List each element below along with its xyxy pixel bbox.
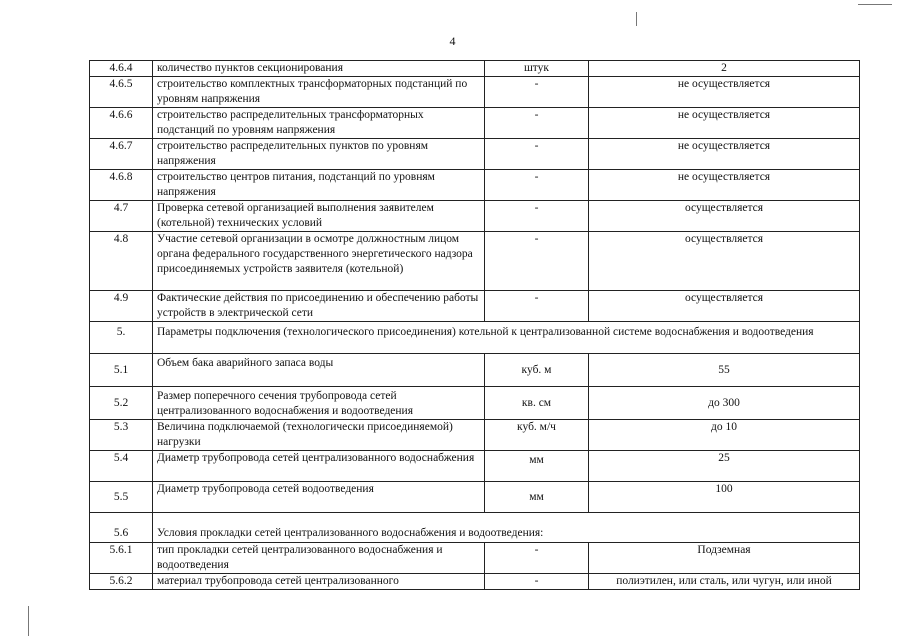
table-row — [90, 170, 860, 201]
table-row — [90, 354, 860, 387]
table-row — [90, 451, 860, 482]
row-value: до 10 — [589, 420, 860, 451]
row-description: строительство распределительных трансформаторных подстанций по уровням напряжения — [153, 108, 485, 139]
row-value: Подземная — [589, 543, 860, 574]
row-value: 2 — [589, 61, 860, 77]
row-description: материал трубопровода сетей централизованного — [153, 574, 485, 590]
row-value: не осуществляется — [589, 139, 860, 170]
row-value: не осуществляется — [589, 170, 860, 201]
scan-mark — [636, 12, 637, 26]
row-value: осуществляется — [589, 291, 860, 322]
row-description: Размер поперечного сечения трубопровода сетей централизованного водоснабжения и водоотведения — [153, 387, 485, 420]
row-value: осуществляется — [589, 232, 860, 291]
row-description: количество пунктов секционирования — [153, 61, 485, 77]
row-description: строительство комплектных трансформаторных подстанций по уровням напряжения — [153, 77, 485, 108]
table-row — [90, 61, 860, 77]
row-number: 5.1 — [90, 354, 153, 387]
table-row — [90, 387, 860, 420]
row-number: 5.5 — [90, 482, 153, 513]
row-unit: - — [485, 108, 589, 139]
row-unit: куб. м/ч — [485, 420, 589, 451]
table-row — [90, 543, 860, 574]
row-description: строительство центров питания, подстанций по уровням напряжения — [153, 170, 485, 201]
row-number: 5. — [90, 322, 153, 354]
row-unit: кв. см — [485, 387, 589, 420]
table-row — [90, 201, 860, 232]
section-title: Условия прокладки сетей централизованного водоснабжения и водоотведения: — [153, 513, 860, 543]
row-number: 4.6.7 — [90, 139, 153, 170]
row-number: 4.8 — [90, 232, 153, 291]
row-description: Величина подключаемой (технологически присоединяемой) нагрузки — [153, 420, 485, 451]
row-unit: - — [485, 291, 589, 322]
row-unit: - — [485, 77, 589, 108]
row-number: 4.6.8 — [90, 170, 153, 201]
row-number: 4.7 — [90, 201, 153, 232]
row-unit: - — [485, 232, 589, 291]
row-unit: куб. м — [485, 354, 589, 387]
row-value: 100 — [589, 482, 860, 513]
table-row — [90, 108, 860, 139]
row-value: до 300 — [589, 387, 860, 420]
row-unit: штук — [485, 61, 589, 77]
row-description: Объем бака аварийного запаса воды — [153, 354, 485, 387]
row-unit: мм — [485, 451, 589, 482]
row-value: не осуществляется — [589, 77, 860, 108]
section-row — [90, 513, 860, 543]
table-row — [90, 291, 860, 322]
table-row — [90, 77, 860, 108]
row-description: тип прокладки сетей централизованного водоснабжения и водоотведения — [153, 543, 485, 574]
row-unit: - — [485, 201, 589, 232]
row-value: осуществляется — [589, 201, 860, 232]
row-description: Фактические действия по присоединению и обеспечению работы устройств в электрической сети — [153, 291, 485, 322]
row-description: Диаметр трубопровода сетей централизованного водоснабжения — [153, 451, 485, 482]
page-number: 4 — [449, 34, 456, 48]
row-number: 4.6.5 — [90, 77, 153, 108]
row-number: 5.6.2 — [90, 574, 153, 590]
row-number: 5.6.1 — [90, 543, 153, 574]
table-row — [90, 139, 860, 170]
row-value: не осуществляется — [589, 108, 860, 139]
table-row — [90, 232, 860, 291]
row-value: 25 — [589, 451, 860, 482]
row-unit: - — [485, 170, 589, 201]
row-description: Проверка сетевой организацией выполнения заявителем (котельной) технических условий — [153, 201, 485, 232]
row-number: 5.2 — [90, 387, 153, 420]
table-row — [90, 420, 860, 451]
row-number: 4.9 — [90, 291, 153, 322]
row-description: Диаметр трубопровода сетей водоотведения — [153, 482, 485, 513]
row-value: 55 — [589, 354, 860, 387]
table-row — [90, 574, 860, 590]
row-number: 4.6.4 — [90, 61, 153, 77]
row-number: 4.6.6 — [90, 108, 153, 139]
section-title: Параметры подключения (технологического присоединения) котельной к централизованной системе водоснабжения и водоотведения — [153, 322, 860, 354]
row-unit: мм — [485, 482, 589, 513]
scan-mark — [28, 606, 29, 636]
row-number: 5.6 — [90, 513, 153, 543]
row-unit: - — [485, 574, 589, 590]
row-number: 5.4 — [90, 451, 153, 482]
row-value: полиэтилен, или сталь, или чугун, или иной — [589, 574, 860, 590]
table-row — [90, 482, 860, 513]
scan-mark — [858, 4, 892, 5]
row-description: Участие сетевой организации в осмотре должностным лицом органа федерального государственного энергетического надзора присоединяемых устройств заявителя (котельной) — [153, 232, 485, 291]
section-row — [90, 322, 860, 354]
parameters-table — [89, 60, 860, 590]
row-unit: - — [485, 543, 589, 574]
row-number: 5.3 — [90, 420, 153, 451]
row-unit: - — [485, 139, 589, 170]
row-description: строительство распределительных пунктов по уровням напряжения — [153, 139, 485, 170]
